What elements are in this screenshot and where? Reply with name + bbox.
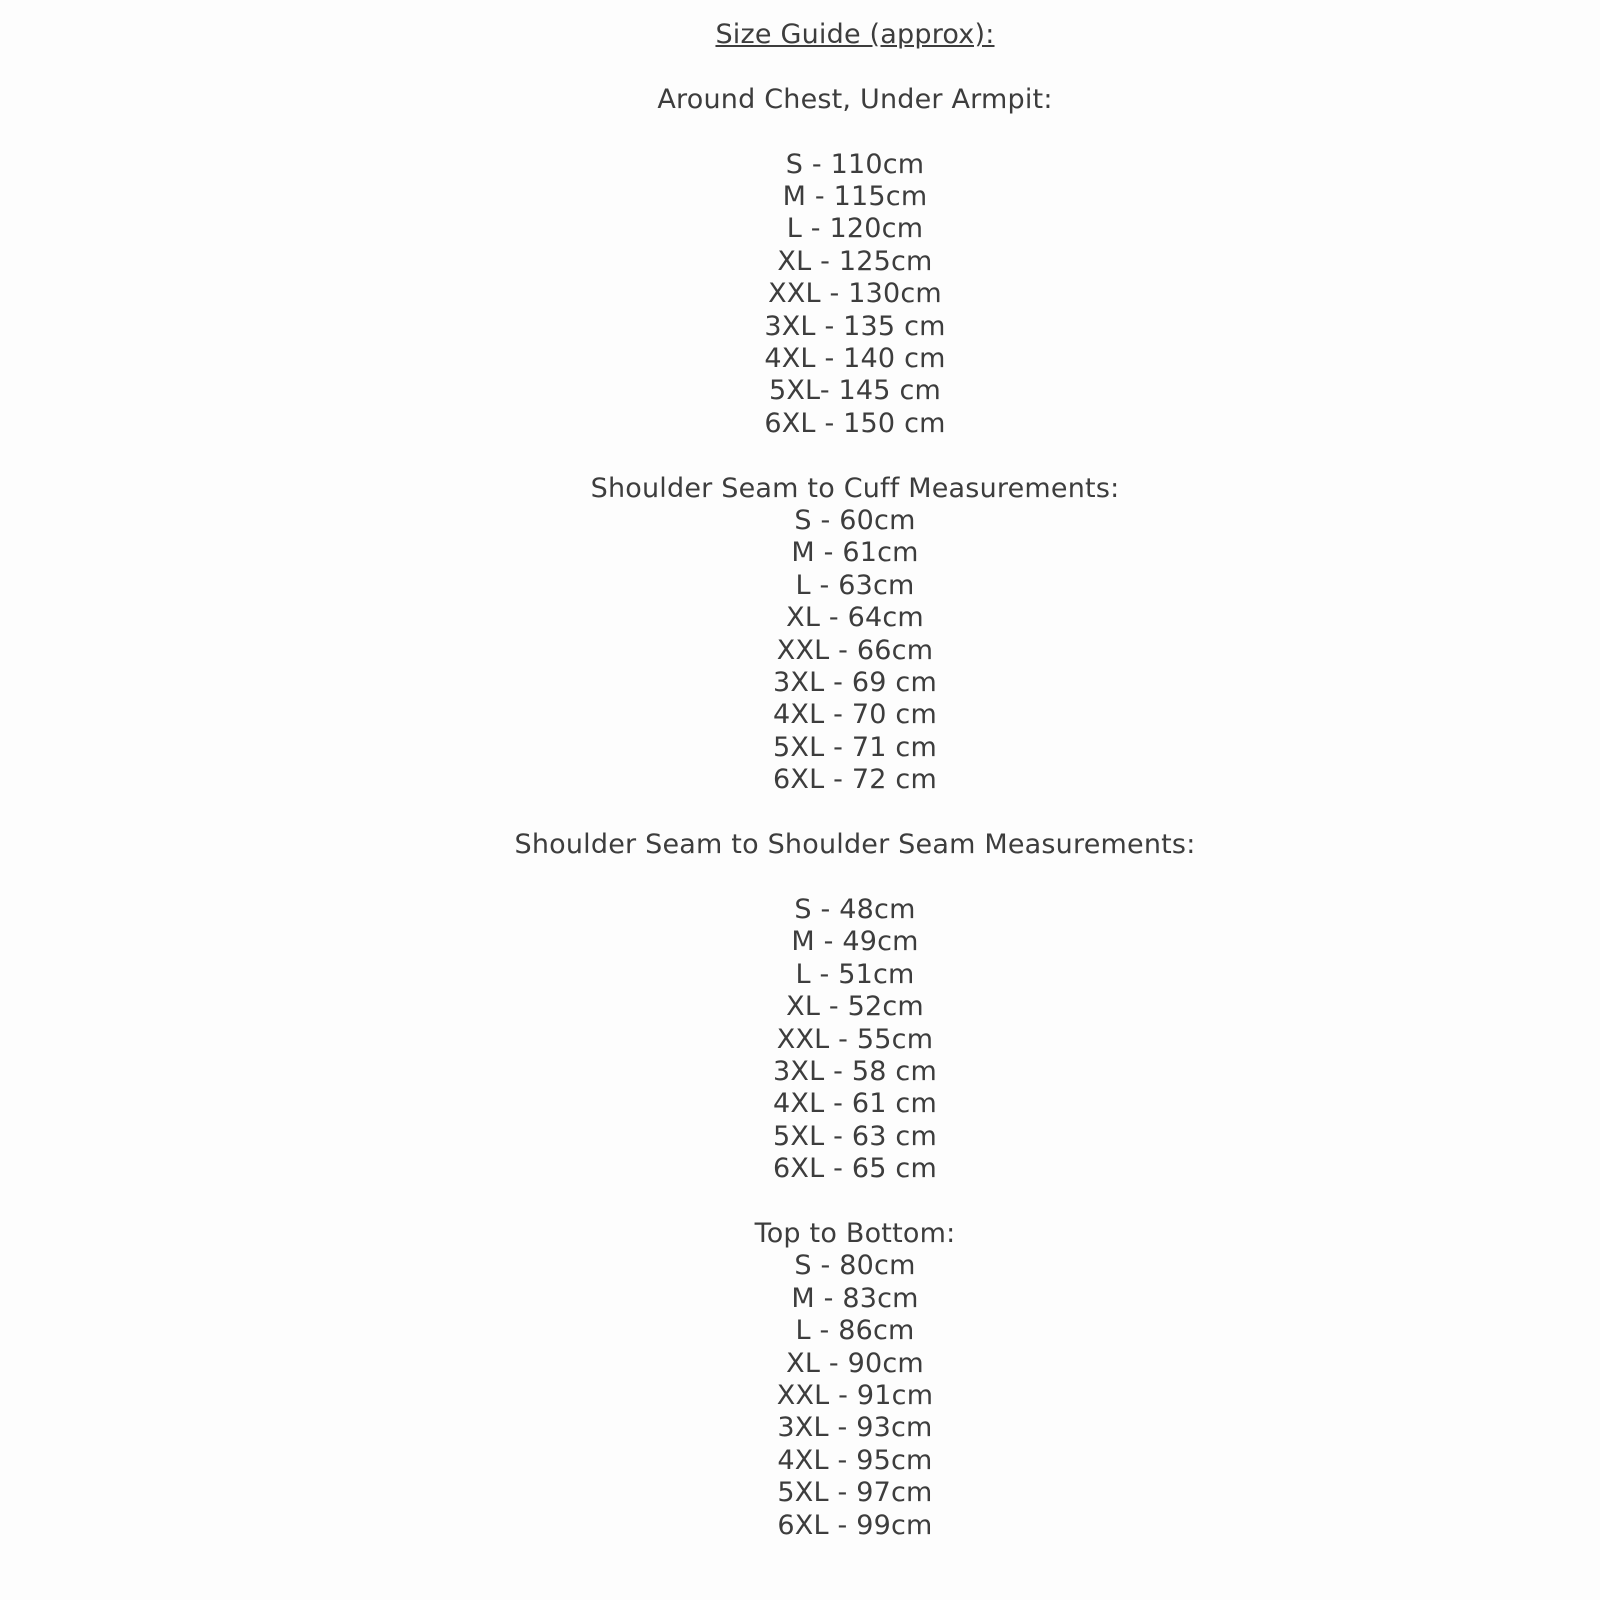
size-row: XXL - 130cm bbox=[768, 278, 942, 310]
section-shoulder-to-cuff bbox=[110, 473, 1600, 797]
size-row: 5XL- 145 cm bbox=[768, 375, 942, 407]
size-row: M - 61cm bbox=[791, 537, 919, 569]
size-row: 6XL - 99cm bbox=[777, 1509, 933, 1541]
size-row: 6XL - 150 cm bbox=[764, 407, 946, 439]
spacer bbox=[110, 1186, 1600, 1218]
size-row: 4XL - 61 cm bbox=[773, 1088, 937, 1120]
size-row: L - 86cm bbox=[795, 1315, 915, 1347]
size-row: 3XL - 58 cm bbox=[773, 1055, 937, 1087]
size-row: S - 48cm bbox=[794, 893, 916, 925]
size-row: M - 115cm bbox=[782, 181, 928, 212]
spacer bbox=[110, 797, 1600, 829]
size-row: S - 80cm bbox=[794, 1250, 916, 1282]
section-heading-around-chest: Around Chest, Under Armpit: bbox=[657, 83, 1053, 115]
size-row: XL - 64cm bbox=[786, 602, 924, 634]
size-row: XXL - 55cm bbox=[776, 1023, 934, 1055]
size-guide-title: Size Guide (approx): bbox=[715, 19, 995, 50]
size-row: 6XL - 72 cm bbox=[773, 764, 937, 796]
spacer bbox=[110, 116, 1600, 148]
spacer bbox=[110, 862, 1600, 894]
size-row: 5XL - 63 cm bbox=[773, 1120, 937, 1152]
size-row: XXL - 91cm bbox=[776, 1379, 934, 1411]
size-row: 6XL - 65 cm bbox=[773, 1153, 937, 1185]
size-row: 5XL - 71 cm bbox=[773, 731, 937, 763]
size-row: S - 60cm bbox=[794, 505, 916, 537]
size-row: 3XL - 69 cm bbox=[773, 667, 937, 699]
size-row: 5XL - 97cm bbox=[777, 1477, 933, 1509]
section-around-chest bbox=[110, 84, 1600, 440]
size-row: M - 83cm bbox=[791, 1282, 919, 1314]
section-heading-shoulder-to-cuff: Shoulder Seam to Cuff Measurements: bbox=[590, 472, 1120, 504]
size-row: XL - 125cm bbox=[777, 245, 933, 277]
size-row: M - 49cm bbox=[791, 926, 919, 958]
size-row: XXL - 66cm bbox=[776, 634, 934, 666]
size-row: XL - 52cm bbox=[786, 991, 924, 1023]
size-row: 3XL - 135 cm bbox=[764, 310, 946, 342]
size-row: 4XL - 140 cm bbox=[764, 343, 946, 375]
size-row: L - 63cm bbox=[795, 569, 915, 601]
section-heading-top-to-bottom: Top to Bottom: bbox=[754, 1217, 956, 1249]
size-row: S - 110cm bbox=[785, 148, 925, 180]
spacer bbox=[110, 51, 1600, 83]
size-row: L - 120cm bbox=[786, 213, 924, 245]
size-row: 4XL - 95cm bbox=[777, 1444, 933, 1476]
size-row: XL - 90cm bbox=[786, 1347, 924, 1379]
size-row: L - 51cm bbox=[795, 958, 915, 990]
size-row: 3XL - 93cm bbox=[777, 1412, 933, 1444]
section-heading-shoulder-to-shoulder: Shoulder Seam to Shoulder Seam Measurements: bbox=[514, 829, 1196, 861]
size-row: 4XL - 70 cm bbox=[773, 699, 937, 731]
section-top-to-bottom bbox=[110, 1218, 1600, 1542]
spacer bbox=[110, 440, 1600, 472]
section-shoulder-to-shoulder bbox=[110, 829, 1600, 1185]
